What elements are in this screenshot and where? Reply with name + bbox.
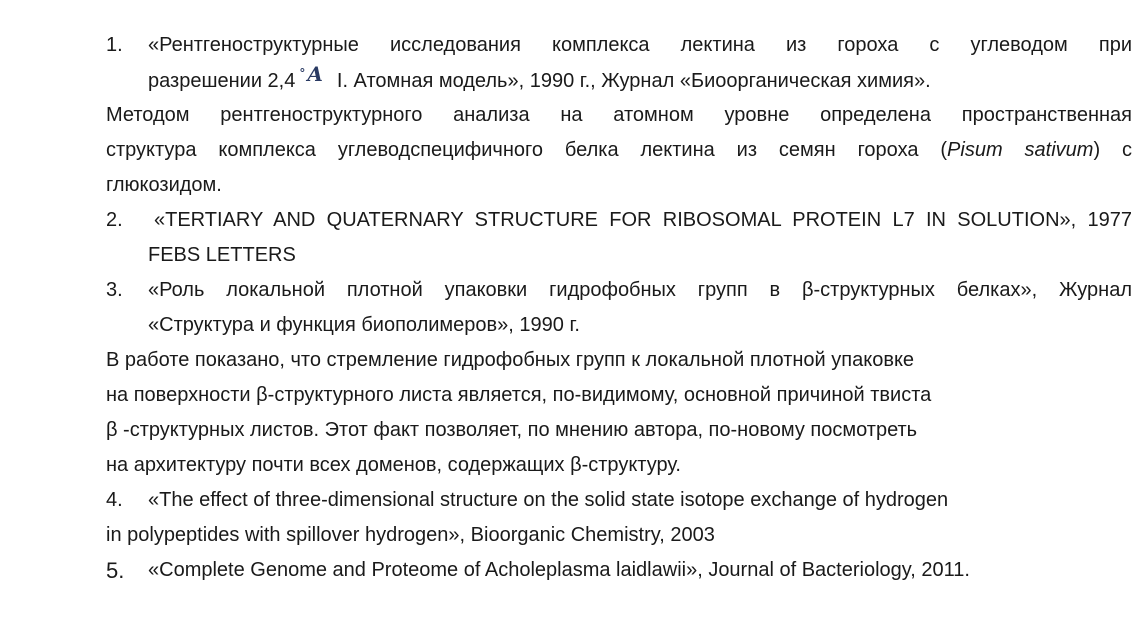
item-number: 1. [106,34,123,56]
list-item-2-line-2: FEBS LETTERS [148,244,296,266]
item-3-description-line-1: В работе показано, что стремление гидрофобных групп к локальной плотной упаковке [106,349,915,371]
species-name: Pisum sativum [947,139,1094,161]
item-number: 5. [106,558,125,583]
item-title: «Рентгеноструктурные исследования комплекса лектина из гороха с углеводом при [148,34,1132,56]
list-item-2-line-1 [106,203,1132,238]
list-item-3-line-2: «Структура и функция биополимеров», 1990 г. [148,314,580,336]
item-title: «The effect of three-dimensional structure on the solid state isotope exchange of hydrogen [148,489,949,511]
item-number: 3. [106,279,123,301]
item-3-description-line-2: на поверхности β-структурного листа является, по-видимому, основной причиной твиста [106,384,932,406]
item-number: 2. [106,209,123,231]
item-number: 4. [106,489,123,511]
item-3-description-line-4: на архитектуру почти всех доменов, содержащих β-структуру. [106,454,681,476]
item-title: «Роль локальной плотной упаковки гидрофобных групп в β-структурных белках», Журнал [148,279,1132,301]
item-title-continued: I. Атомная модель», 1990 г., Журнал «Биоорганическая химия». [336,70,931,92]
item-1-description-line-1: Методом рентгеноструктурного анализа на атомном уровне определена пространственная [106,104,1132,126]
item-1-description-line-2: структура комплекса углеводспецифичного белка лектина из семян гороха (Pisum sativum) с [106,139,1132,161]
list-item-5-line-1 [106,553,1132,588]
list-item-1-line-2 [106,63,1132,98]
list-item-3-line-1 [106,273,1132,308]
item-3-description-line-3: β -структурных листов. Этот факт позволяет, по мнению автора, по-новому посмотреть [106,419,918,441]
list-item-4-line-2: in polypeptides with spillover hydrogen», Bioorganic Chemistry, 2003 [106,524,715,546]
item-1-description-line-3: глюкозидом. [106,174,222,196]
publication-list [106,28,1132,588]
item-title: «Complete Genome and Proteome of Acholeplasma laidlawii», Journal of Bacteriology, 2011. [148,559,970,581]
item-title: «TERTIARY AND QUATERNARY STRUCTURE FOR RIBOSOMAL PROTEIN L7 IN SOLUTION», 1977 [154,209,1132,231]
list-item-4-line-1 [106,483,1132,518]
angstrom-symbol: ° A [299,62,323,86]
list-item-1-line-1 [106,28,1132,63]
item-title-continued: разрешении 2,4 [148,70,296,92]
